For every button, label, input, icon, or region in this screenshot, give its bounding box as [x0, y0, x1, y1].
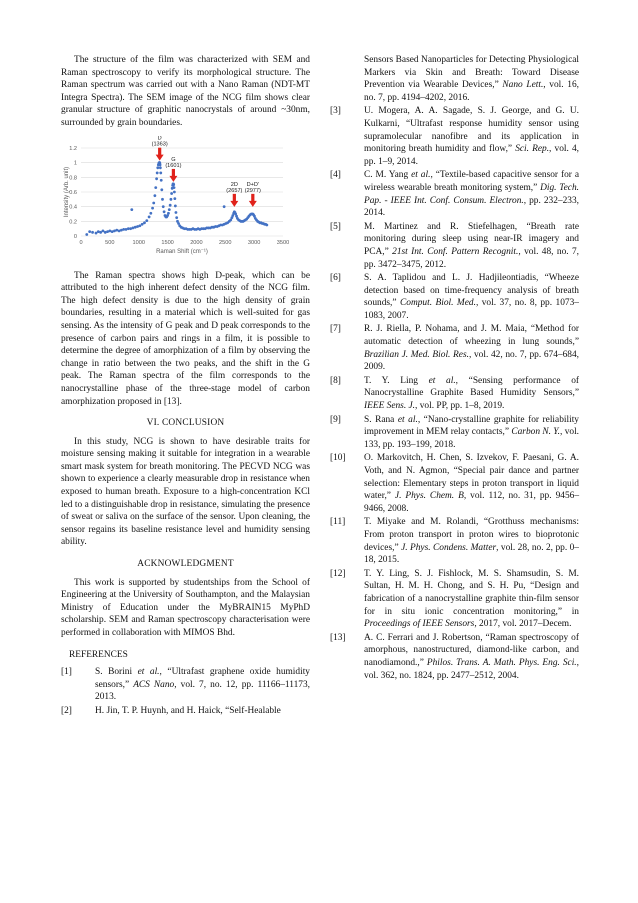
- data-point: [143, 221, 146, 224]
- data-point: [156, 171, 159, 174]
- left-column: [61, 54, 310, 719]
- acknowledgment-heading: ACKNOWLEDGMENT: [137, 559, 234, 570]
- data-point: [167, 211, 170, 214]
- data-point: [160, 178, 163, 181]
- reference-item: [61, 666, 310, 704]
- reference-text-part: A. C. Ferrari and J. Robertson, “Raman spectroscopy of amorphous, nanostructured, diamond-like carbon, and nanodiamond.,”: [364, 632, 579, 668]
- y-tick-label: 0.6: [69, 189, 77, 196]
- peak-label-position: (1363): [151, 141, 168, 148]
- right-column: [330, 54, 579, 683]
- reference-text: [364, 516, 579, 566]
- y-tick-label: 0.8: [69, 174, 77, 181]
- peak-label-position: (1601): [165, 162, 182, 169]
- data-point: [175, 211, 178, 214]
- data-point: [148, 215, 151, 218]
- reference-text-part: Sensors Based Nanoparticles for Detecting Physiological Markers via Skin and Breath: Toward Disease Prevention via Wearable Devices,”: [364, 55, 579, 91]
- reference-text-part: ACS Nano: [133, 679, 175, 690]
- reference-text: [364, 568, 579, 631]
- reference-text-part: , “Sensing performance of Nanocrystalline Graphite Based Humidity Sensors,”: [364, 375, 580, 399]
- reference-item-continued: [330, 54, 579, 104]
- reference-text-part: , vol. 7, no. 12, pp. 11166–11173, 2013.: [95, 679, 311, 703]
- data-point: [160, 188, 163, 191]
- data-point: [163, 210, 166, 213]
- data-point: [149, 211, 152, 214]
- y-tick-label: 0.4: [69, 204, 77, 211]
- data-point: [159, 163, 162, 166]
- data-point: [151, 206, 154, 209]
- reference-text: [330, 54, 579, 104]
- reference-text-part: , vol. 112, no. 31, pp. 9456–9466, 2008.: [364, 491, 579, 514]
- reference-text: [364, 272, 579, 322]
- references-heading: REFERENCES: [69, 649, 128, 660]
- reference-text-part: O. Markovitch, H. Chen, S. Izvekov, F. Paesani, G. A. Voth, and N. Agmon, “Special pair dance and partner selection: Elementary steps in proton transport in liquid water,”: [364, 453, 579, 502]
- data-point: [173, 186, 176, 189]
- data-point: [138, 224, 141, 227]
- reference-text-part: 21st Int. Conf. Pattern Recognit.: [392, 246, 519, 257]
- data-point: [154, 186, 157, 189]
- peak-label-name: D+D': [246, 181, 260, 188]
- reference-text-part: , pp. 232–233, 2014.: [364, 195, 580, 219]
- reference-text-part: S. Rana: [364, 414, 398, 425]
- data-point: [156, 166, 159, 169]
- reference-text: [364, 105, 579, 168]
- data-point: [159, 166, 162, 169]
- reference-number: [11]: [330, 517, 346, 528]
- reference-text-part: , vol. 42, no. 7, pp. 674–684, 2009.: [364, 349, 579, 373]
- peak-label-position: (2657): [226, 187, 243, 194]
- paragraph-structure: The structure of the film was characterized with SEM and Raman spectroscopy to verify its morphological structure. The Raman spectrum was carried out with a Nano Raman (NDT-MT Integra Spectra). The SEM image of the NCG film shows clear granular structure of graphitic nanocrystals of around ~30nm, surrounded by grain boundaries.: [61, 55, 310, 128]
- reference-text-part: Brazilian J. Med. Biol. Res.: [364, 349, 469, 360]
- reference-text-part: et al.: [428, 375, 456, 386]
- data-point: [174, 204, 177, 207]
- reference-text-part: C. M. Yang: [364, 170, 412, 181]
- reference-text-part: S. A. Taplidou and L. J. Hadjileontiadis, “Wheeze detection based on time-frequency analysis of breath sounds,”: [364, 273, 579, 309]
- x-tick-label: 0: [79, 239, 83, 246]
- data-point: [173, 190, 176, 193]
- reference-item: [330, 105, 579, 168]
- reference-text-part: J. Phys. Condens. Matter: [401, 542, 497, 553]
- reference-item: [330, 375, 579, 413]
- references-list-left: [61, 666, 310, 717]
- data-point: [159, 171, 162, 174]
- reference-text-part: Sci. Rep.: [515, 144, 550, 155]
- x-tick-label: 2500: [219, 239, 232, 246]
- reference-item: [330, 323, 579, 373]
- reference-text-part: Carbon N. Y.: [511, 427, 560, 438]
- reference-text-part: Dig. Tech. Pap. - IEEE Int. Conf. Consum. Electron.: [364, 182, 579, 206]
- data-point: [141, 222, 144, 225]
- reference-text-part: et al.: [397, 414, 418, 425]
- reference-number: [2]: [61, 705, 72, 716]
- reference-number: [13]: [330, 632, 346, 643]
- data-point: [85, 233, 88, 236]
- reference-number: [5]: [330, 221, 341, 232]
- reference-item: [330, 516, 579, 566]
- data-point: [95, 231, 98, 234]
- peak-arrow-shaft: [251, 193, 254, 201]
- reference-text-part: , vol. 37, no. 8, pp. 1073–1083, 2007.: [364, 298, 579, 321]
- reference-text: [364, 323, 579, 373]
- peak-arrow-head: [230, 200, 238, 206]
- reference-text-part: , “Textile-based capacitive sensor for a wireless wearable breath monitoring system,”: [364, 170, 579, 193]
- data-point: [153, 194, 156, 197]
- peak-label-position: (2977): [244, 187, 261, 194]
- reference-text-part: , 2017, vol. 2017–Decem.: [474, 619, 572, 630]
- reference-text-part: , vol. 48, no. 7, pp. 3472–3475, 2012.: [364, 246, 580, 270]
- reference-item: [330, 169, 579, 219]
- data-point: [161, 197, 164, 200]
- reference-number: [12]: [330, 568, 346, 579]
- data-point: [223, 205, 226, 208]
- reference-text-part: , vol. 362, no. 1824, pp. 2477–2512, 2004.: [364, 657, 579, 681]
- reference-number: [3]: [330, 106, 341, 117]
- data-point: [102, 229, 105, 232]
- references-list-right: [330, 54, 579, 682]
- reference-text-part: H. Jin, T. P. Huynh, and H. Haick, “Self-Healable: [95, 705, 281, 716]
- reference-number: [6]: [330, 273, 341, 284]
- reference-text-part: S. Borini: [95, 667, 138, 678]
- reference-text-part: , vol. 16, no. 7, pp. 4194–4202, 2016.: [364, 80, 579, 103]
- y-axis-title: Intensity (Arb. unit): [64, 166, 70, 217]
- data-point: [170, 197, 173, 200]
- x-axis-title: Raman Shift (cm⁻¹): [156, 248, 208, 255]
- y-tick-label: 1.2: [69, 145, 77, 152]
- data-point: [88, 230, 91, 233]
- reference-text-part: Comput. Biol. Med.: [400, 298, 476, 309]
- x-tick-label: 1000: [132, 239, 145, 246]
- peak-arrow-shaft: [233, 193, 236, 201]
- data-point: [170, 192, 173, 195]
- x-tick-label: 3500: [276, 239, 290, 246]
- reference-number: [1]: [61, 667, 72, 678]
- reference-item: [330, 632, 579, 682]
- data-point: [130, 208, 133, 211]
- data-point: [265, 223, 268, 226]
- reference-text: [95, 705, 310, 718]
- reference-text-part: T. Y. Ling, S. J. Fishlock, M. S. Shamsudin, S. M. Sultan, H. M. H. Chong, and S. H. Pu, “Design and fabrication of a nanocrystalline graphite thin-film sensor for in situ ionic concentration monitoring,” in: [364, 568, 579, 617]
- raman-spectrum-chart: [61, 136, 301, 264]
- y-tick-label: 1: [73, 160, 77, 167]
- reference-text-part: T. Y. Ling: [364, 375, 429, 386]
- reference-item: [330, 414, 579, 452]
- data-point: [172, 183, 175, 186]
- reference-text-part: Nano Lett.: [502, 80, 544, 91]
- reference-item: [330, 272, 579, 322]
- data-point: [152, 201, 155, 204]
- x-tick-label: 500: [105, 239, 115, 246]
- reference-text-part: , “Ultrafast graphene oxide humidity sensors,”: [95, 667, 310, 690]
- reference-text-part: , vol. 133, pp. 193–199, 2018.: [364, 427, 580, 450]
- reference-text-part: J. Phys. Chem. B: [394, 491, 464, 502]
- x-tick-label: 2000: [190, 239, 203, 246]
- data-point: [99, 230, 102, 233]
- reference-item: [61, 705, 310, 718]
- reference-text-part: M. Martinez and R. Stiefelhagen, “Breath rate monitoring during sleep using near-IR imagery and PCA,”: [364, 221, 579, 257]
- reference-text: [364, 169, 579, 219]
- data-point: [162, 205, 165, 208]
- reference-text: [364, 221, 579, 271]
- reference-item: [330, 221, 579, 271]
- peak-arrow-shaft: [158, 147, 161, 155]
- y-tick-label: 0.2: [69, 218, 77, 225]
- reference-text-part: , vol. PP, pp. 1–8, 2019.: [415, 401, 505, 412]
- data-point: [155, 177, 158, 180]
- data-point: [169, 203, 172, 206]
- peak-arrow-head: [249, 200, 257, 206]
- reference-number: [8]: [330, 375, 341, 386]
- reference-number: [4]: [330, 170, 341, 181]
- reference-item: [330, 568, 579, 631]
- peak-arrow-shaft: [172, 168, 175, 176]
- peak-label-name: D: [157, 135, 162, 142]
- data-point: [175, 216, 178, 219]
- peak-arrow-head: [156, 154, 164, 160]
- reference-number: [7]: [330, 324, 341, 335]
- reference-text-part: Philos. Trans. A. Math. Phys. Eng. Sci.: [426, 657, 577, 668]
- reference-text: [364, 414, 579, 452]
- data-point: [168, 208, 171, 211]
- reference-text-part: R. J. Riella, P. Nohama, and J. M. Maia, “Method for automatic detection of wheezing in lung sounds,”: [364, 324, 579, 348]
- reference-text-part: IEEE Sens. J.: [364, 401, 416, 412]
- x-tick-label: 3000: [247, 239, 261, 246]
- paragraph-acknowledgment: This work is supported by studentships from the School of Engineering at the University of Southampton, and the Malaysian Ministry of Education under the MyBRAIN15 MyPhD scholarship. SEM and Raman spectroscopy characterisation were performed in collaboration with MIMOS Bhd.: [61, 577, 310, 638]
- data-point: [173, 197, 176, 200]
- reference-text: [364, 452, 579, 515]
- reference-number: [10]: [330, 453, 346, 464]
- peak-label-name: G: [171, 156, 176, 163]
- reference-text: [364, 375, 579, 413]
- paragraph-raman: The Raman spectra shows high D-peak, which can be attributed to the high inherent defect density of the NCG film. The high defect density is due to the high density of grain boundaries, resulting in a material which is well-suited for gas sensing. As the intensity of G peak and D peak corresponds to the presence of carbon pairs and rings in a film, it is possible to determine the degree of amorphization of a film by observing the change in ratio between the two peaks, and the shift in the G peak. The Raman spectra of the film corresponds to the nanocrystalline phase of the three-stage model of carbon amorphization proposed in [13].: [61, 270, 310, 407]
- peak-label-name: 2D: [230, 181, 238, 188]
- paragraph-conclusion: In this study, NCG is shown to have desirable traits for moisture sensing making it suitable for integration in a wearable smart mask system for breath monitoring. The PECVD NCG was shown to experience a clearly measurable drop in resistance when exposed to human breath. Exposure to a high-concentration KCl led to a distinguishable drop in resistance, simulating the presence of sweat or saliva on the surface of the sensor. Upon cleaning, the sensor regains its baseline resistance level and humidity sensing ability.: [61, 436, 310, 548]
- x-tick-label: 1500: [161, 239, 174, 246]
- reference-item: [330, 452, 579, 515]
- reference-text: [364, 632, 579, 682]
- data-point: [91, 230, 94, 233]
- reference-text-part: et al.: [411, 170, 431, 181]
- y-tick-label: 0: [73, 233, 77, 240]
- reference-number: [9]: [330, 414, 341, 425]
- reference-text-part: U. Mogera, A. A. Sagade, S. J. George, and G. U. Kulkarni, “Ultrafast response humidity sensor using supramolecular nanofibre and its application in monitoring breath humidity and flow,”: [364, 106, 579, 155]
- reference-text-part: Proceedings of IEEE Sensors: [364, 619, 475, 630]
- reference-text-part: , vol. 28, no. 2, pp. 0–18, 2015.: [364, 542, 579, 566]
- reference-text-part: T. Miyake and M. Rolandi, “Grotthuss mechanisms: From proton transport in proton wires to bioprotonic devices,”: [364, 517, 579, 553]
- reference-text-part: , “Nano-crystalline graphite for reliability improvement in MEM relay contacts,”: [364, 414, 579, 438]
- reference-text: [95, 666, 310, 704]
- reference-text-part: , vol. 4, pp. 1–9, 2014.: [364, 144, 579, 167]
- peak-arrow-head: [169, 175, 177, 181]
- data-point: [145, 219, 148, 222]
- conclusion-heading: VI. CONCLUSION: [146, 418, 225, 429]
- reference-text-part: et al.: [137, 667, 160, 678]
